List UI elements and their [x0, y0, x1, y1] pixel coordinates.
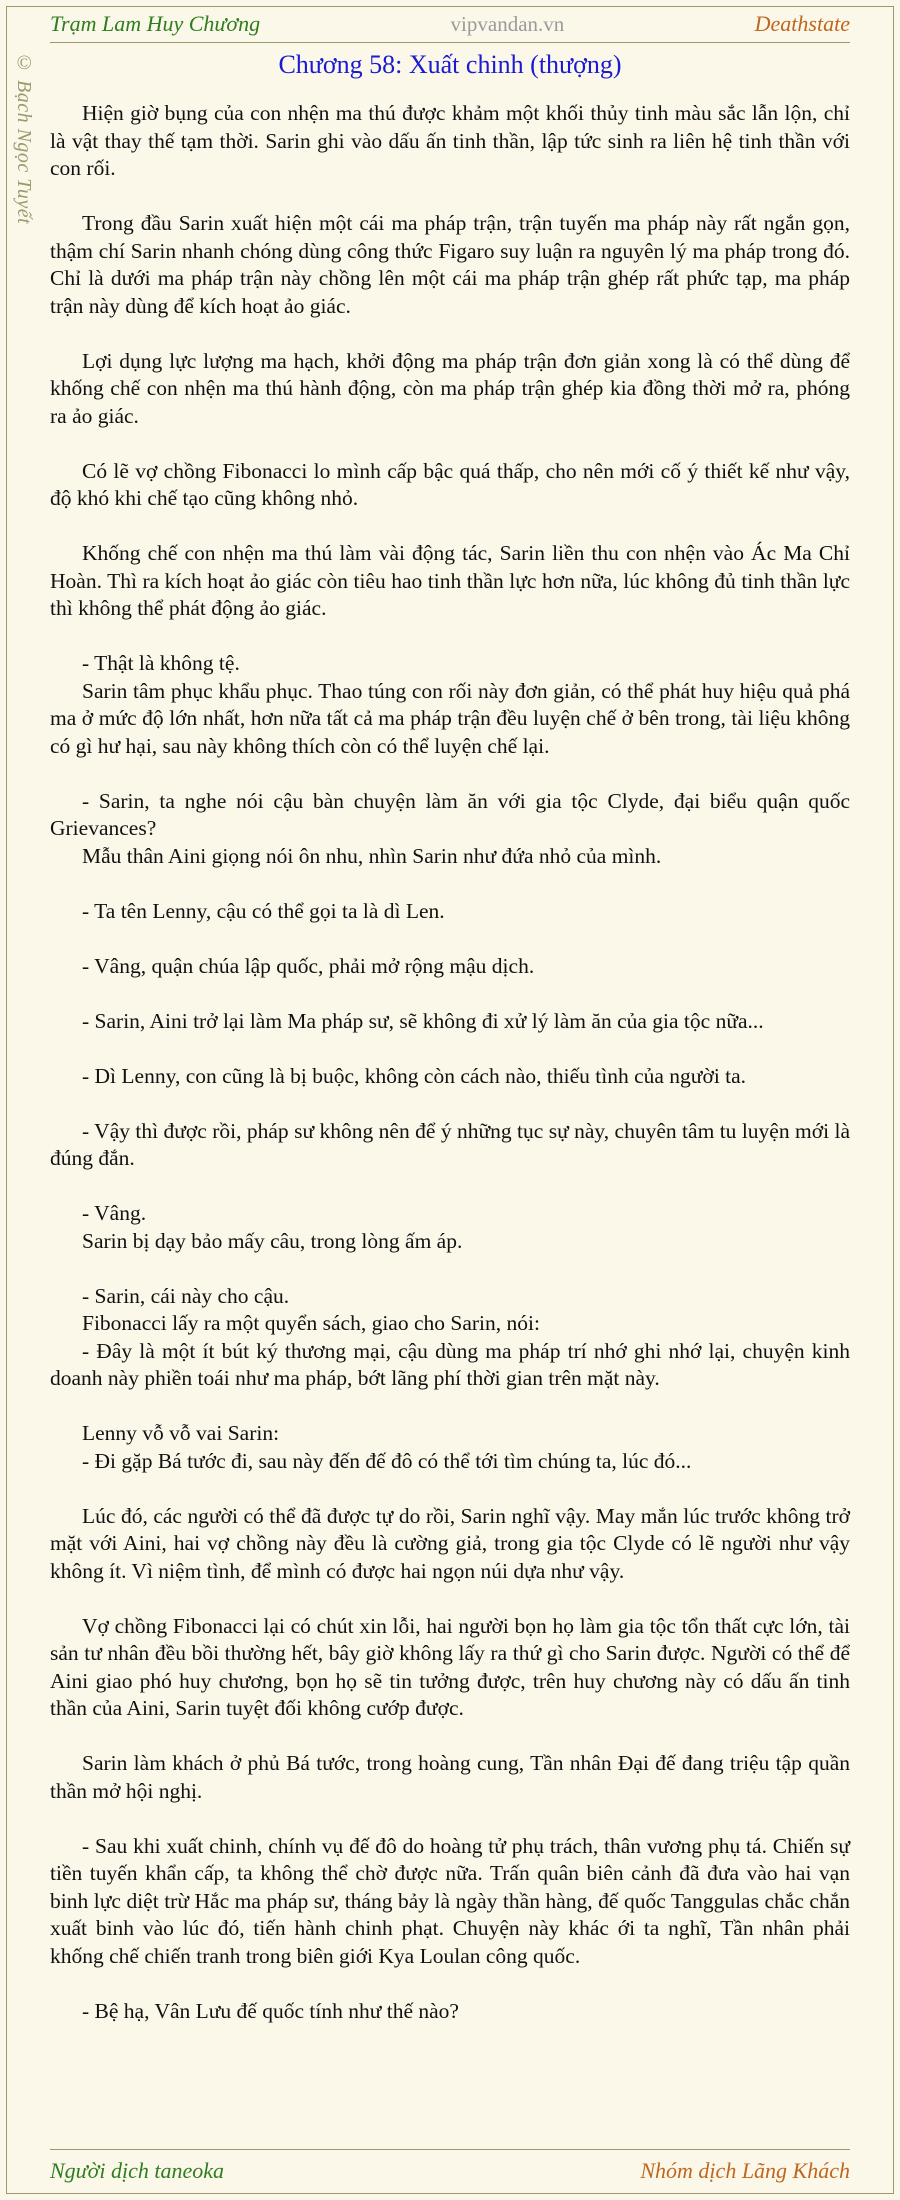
page-footer: [50, 2158, 850, 2184]
page-header: [50, 10, 850, 38]
paragraph: Sarin bị dạy bảo mấy câu, trong lòng ấm áp.: [82, 1228, 463, 1253]
author-name: Deathstate: [754, 11, 850, 36]
paragraph: - Dì Lenny, con cũng là bị buộc, không còn cách nào, thiếu tình của người ta.: [82, 1063, 747, 1088]
paragraph: Khống chế con nhện ma thú làm vài động tác, Sarin liền thu con nhện vào Ác Ma Chỉ Hoàn. Thì ra kích hoạt ảo giác còn tiêu hao tinh thần lực hơn nữa, lúc không đủ tinh thần lực thì không thể phát động ảo giác.: [50, 541, 850, 620]
paragraph: - Đi gặp Bá tước đi, sau này đến đế đô có thể tới tìm chúng ta, lúc đó...: [82, 1448, 692, 1473]
paragraph: - Vâng.: [82, 1201, 147, 1225]
paragraph: - Vậy thì được rồi, pháp sư không nên để ý những tục sự này, chuyên tâm tu luyện mới là đúng đắn.: [50, 1118, 850, 1170]
paragraph: Mẫu thân Aini giọng nói ôn nhu, nhìn Sarin như đứa nhỏ của mình.: [82, 843, 662, 868]
paragraph: - Sarin, cái này cho cậu.: [82, 1283, 290, 1308]
paragraph: - Thật là không tệ.: [82, 651, 240, 675]
paragraph: Vợ chồng Fibonacci lại có chút xin lỗi, hai người bọn họ làm gia tộc tổn thất cực lớn, tài sản tư nhân đều bồi thường hết, bây giờ không lấy ra thứ gì cho Sarin được. Người có thể để Aini giao phó huy chương, bọn họ sẽ tin tưởng được, trên huy chương này có dấu ấn tinh thần của Aini, Sarin tuyệt đối không cướp được.: [50, 1613, 850, 1720]
paragraph: Hiện giờ bụng của con nhện ma thú được khảm một khối thủy tinh màu sắc lẫn lộn, chỉ là vật thay thế tạm thời. Sarin ghi vào dấu ấn tinh thần, lập tức sinh ra liên hệ tinh thần với con rối.: [50, 101, 850, 180]
paragraph: Trong đầu Sarin xuất hiện một cái ma pháp trận, trận tuyến ma pháp này rất ngắn gọn, thậm chí Sarin nhanh chóng dùng công thức Figaro suy luận ra nguyên lý ma pháp trong đó. Chỉ là dưới ma pháp trận này chồng lên một cái ma pháp trận ghép rất phức tạp, ma pháp trận này dùng để kích hoạt ảo giác.: [50, 211, 850, 318]
site-name: vipvandan.vn: [450, 11, 565, 36]
paragraph: - Bệ hạ, Vân Lưu đế quốc tính như thế nào?: [82, 1998, 459, 2023]
header-divider: [50, 42, 850, 43]
group-credit: Nhóm dịch Lãng Khách: [640, 2158, 850, 2183]
paragraph: Sarin làm khách ở phủ Bá tước, trong hoàng cung, Tần nhân Đại đế đang triệu tập quần thần mở hội nghị.: [50, 1751, 850, 1803]
paragraph: Sarin tâm phục khẩu phục. Thao túng con rối này đơn giản, có thể phát huy hiệu quả phá ma ở mức độ lớn nhất, hơn nữa tất cả ma pháp trận đều luyện chế ở bên trong, tài liệu không có gì hư hại, sau này không thích còn có thể luyện chế lại.: [50, 678, 850, 758]
paragraph: - Sarin, Aini trở lại làm Ma pháp sư, sẽ không đi xử lý làm ăn của gia tộc nữa...: [82, 1008, 764, 1033]
side-credit: © Bạch Ngọc Tuyết: [13, 52, 35, 225]
chapter-title: Chương 58: Xuất chinh (thượng): [278, 50, 622, 79]
paragraph: - Sau khi xuất chinh, chính vụ đế đô do hoàng tử phụ trách, thân vương phụ tá. Chiến sự tiền tuyến khẩn cấp, ta không thể chờ được nữa. Trấn quân biên cảnh đã đưa vào hai vạn binh lực diệt trừ Hắc ma pháp sư, tháng bảy là ngày thần hàng, đế quốc Tanggulas chắc chắn xuất binh vào lúc đó, tiến hành chinh phạt. Chuyện này khác ới ta nghĩ, Tần nhân phải khống chế chiến tranh trong biên giới Kya Loulan công quốc.: [50, 1833, 850, 1968]
translator-credit: Người dịch taneoka: [50, 2158, 225, 2183]
chapter-body: [50, 100, 850, 2025]
paragraph: Fibonacci lấy ra một quyển sách, giao cho Sarin, nói:: [82, 1311, 540, 1335]
paragraph: - Vâng, quận chúa lập quốc, phải mở rộng mậu dịch.: [82, 953, 535, 978]
paragraph: Lợi dụng lực lượng ma hạch, khởi động ma pháp trận đơn giản xong là có thể dùng để khống chế con nhện ma thú hành động, còn ma pháp trận ghép kia đồng thời mở ra, phóng ra ảo giác.: [50, 348, 850, 428]
paragraph: Lúc đó, các người có thể đã được tự do rồi, Sarin nghĩ vậy. May mắn lúc trước không trở mặt với Aini, hai vợ chồng này đều là cường giả, trong gia tộc Clyde có lẽ người như vậy không ít. Vì niệm tình, để mình có được hai ngọn núi dựa như vậy.: [50, 1503, 850, 1583]
paragraph: - Đây là một ít bút ký thương mại, cậu dùng ma pháp trí nhớ ghi nhớ lại, chuyện kinh doanh này phiền toái như ma pháp, bớt lãng phí thời gian trên mặt này.: [50, 1338, 850, 1390]
paragraph: - Sarin, ta nghe nói cậu bàn chuyện làm ăn với gia tộc Clyde, đại biểu quận quốc Grievances?: [50, 788, 850, 840]
paragraph: Lenny vỗ vỗ vai Sarin:: [82, 1421, 280, 1445]
footer-divider: [50, 2149, 850, 2150]
book-title: Trạm Lam Huy Chương: [50, 11, 261, 36]
paragraph: Có lẽ vợ chồng Fibonacci lo mình cấp bậc quá thấp, cho nên mới cố ý thiết kế như vậy, độ khó khi chế tạo cũng không nhỏ.: [50, 458, 850, 510]
paragraph: - Ta tên Lenny, cậu có thể gọi ta là dì Len.: [82, 898, 445, 923]
